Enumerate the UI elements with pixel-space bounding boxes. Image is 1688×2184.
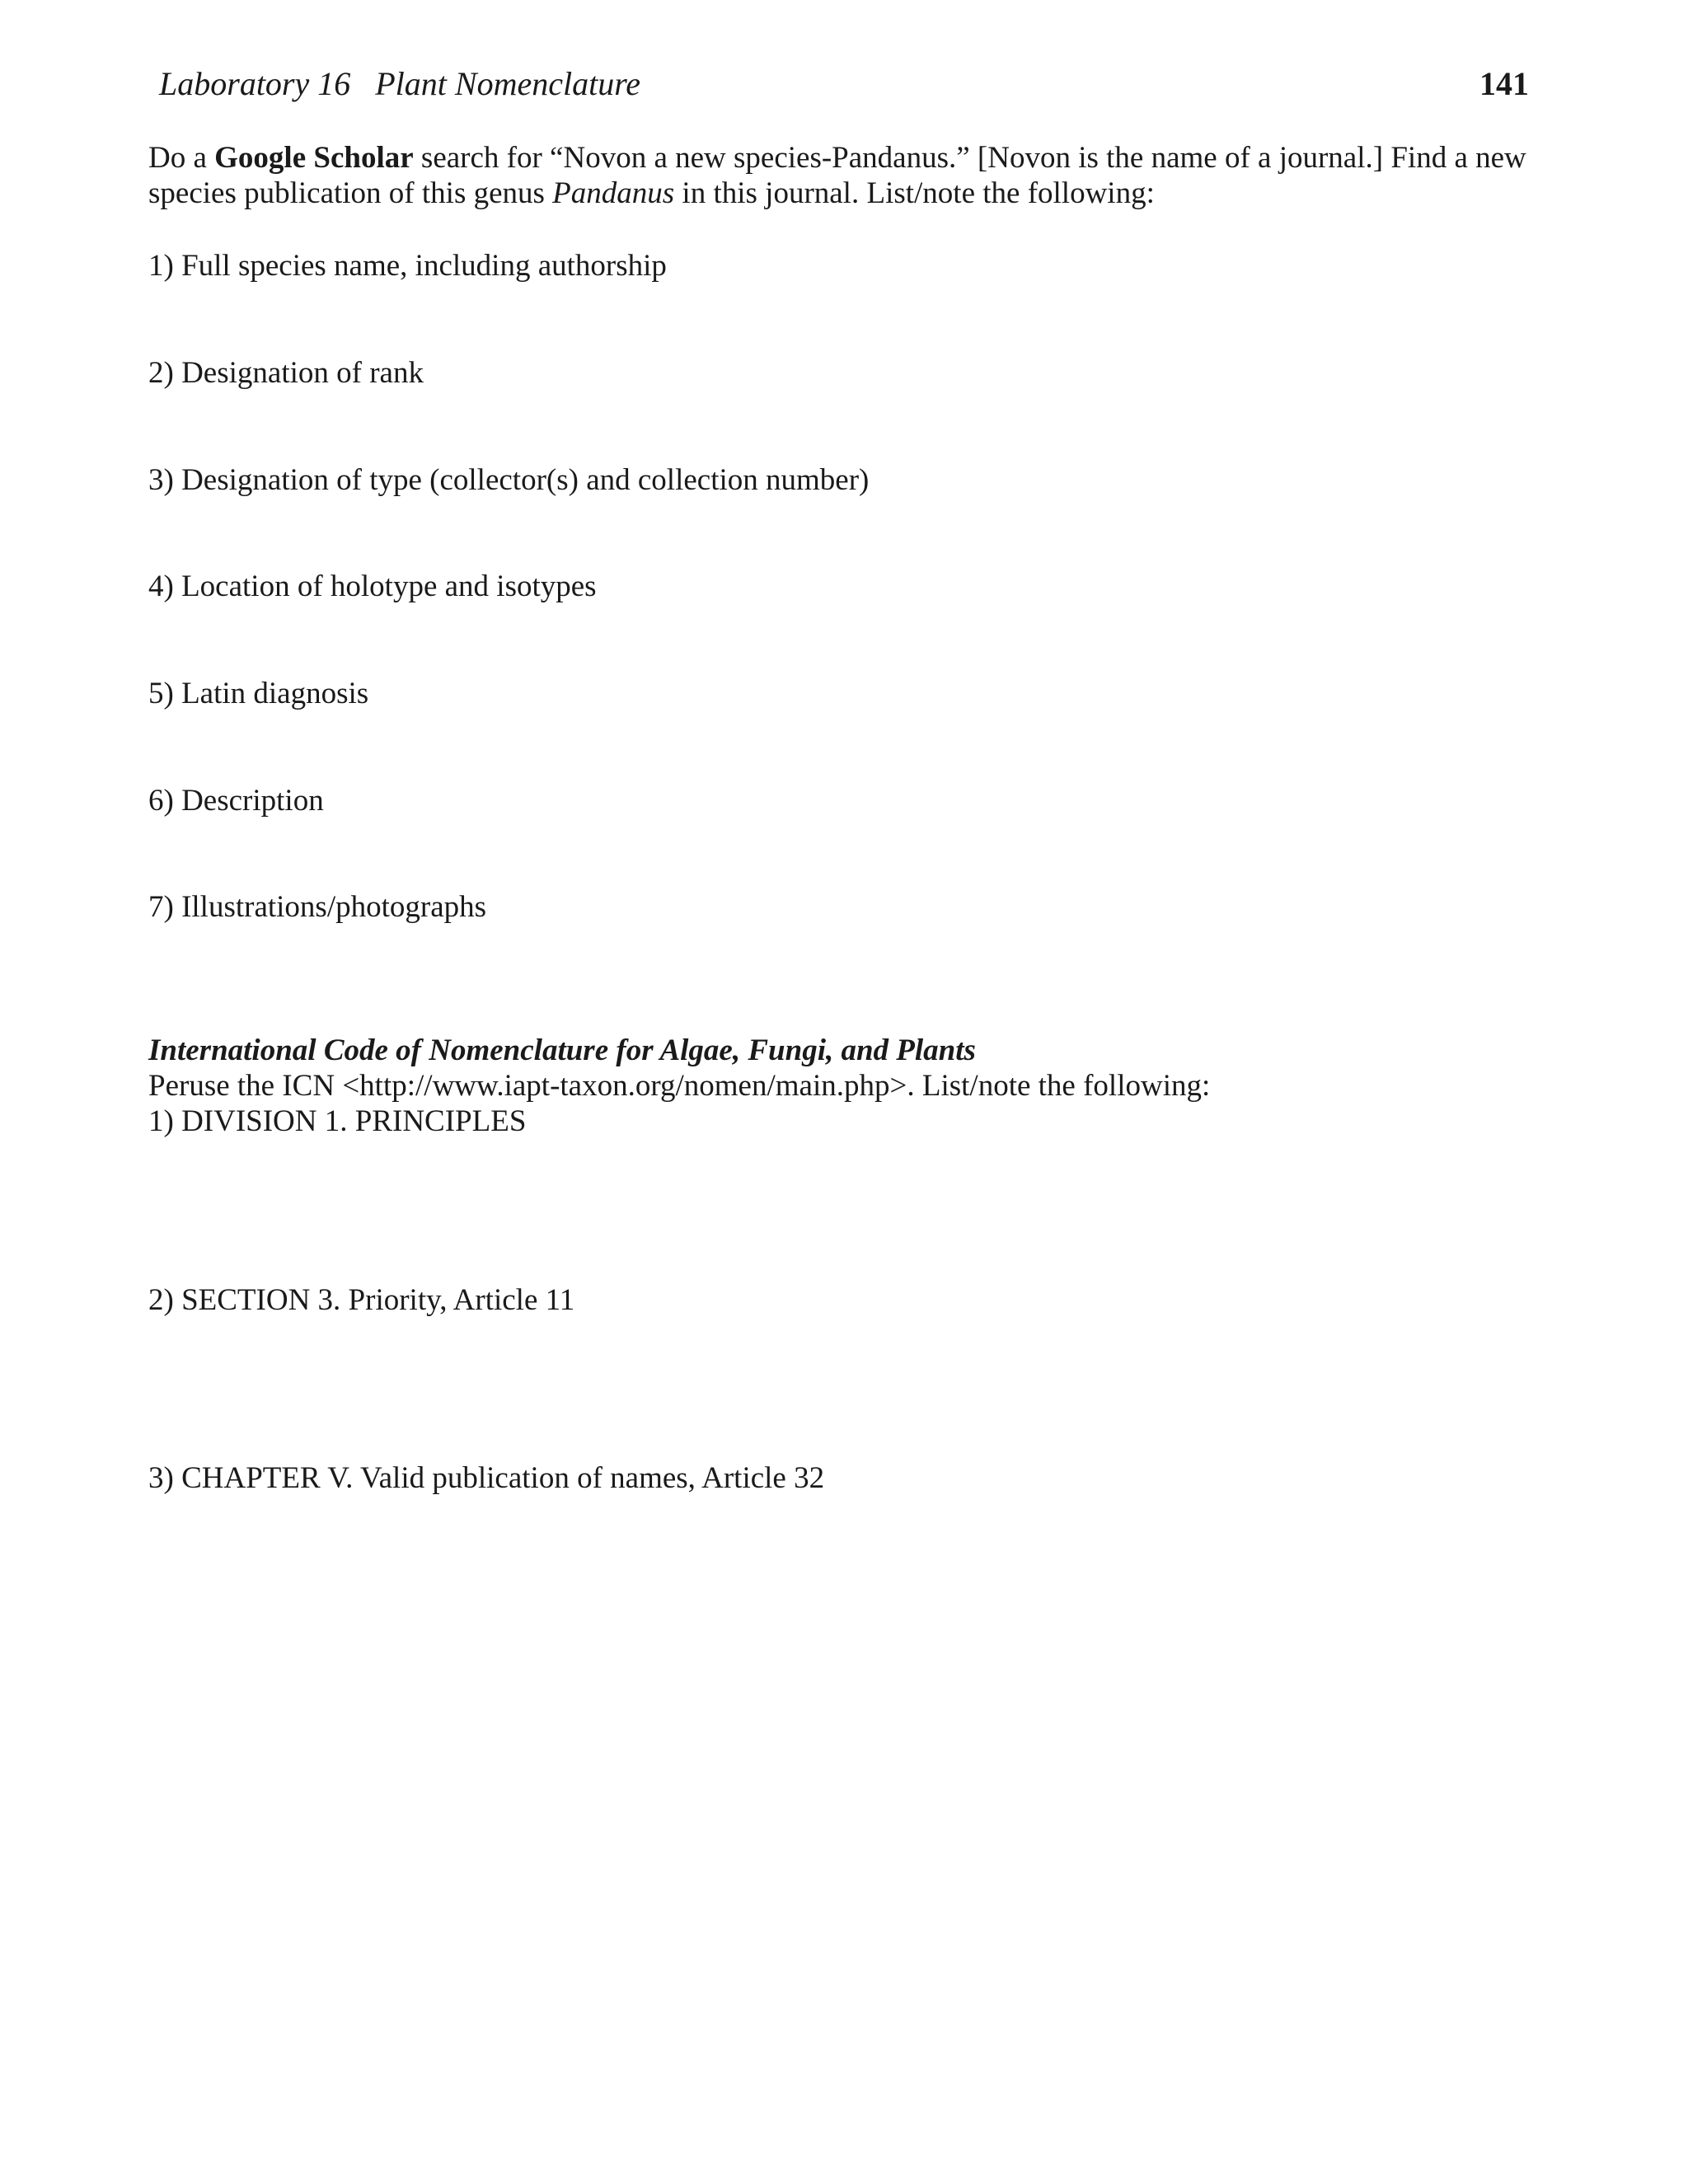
intro-text-3: in this journal. List/note the following:	[674, 176, 1155, 210]
intro-text-2: search for “Novon a new species-Pandanus.” [Novon is the name of a journal.] Find a new species publication of this genus	[148, 141, 1526, 210]
intro-bold-google-scholar: Google Scholar	[214, 141, 414, 175]
icn-item-section-priority: 2) SECTION 3. Priority, Article 11	[148, 1283, 575, 1317]
list-item-illustrations: 7) Illustrations/photographs	[148, 890, 487, 924]
intro-text-1: Do a	[148, 141, 215, 175]
list-item-full-species-name: 1) Full species name, including authorship	[148, 249, 667, 283]
intro-paragraph	[148, 140, 1533, 211]
icn-instruction: Peruse the ICN <http://www.iapt-taxon.org/nomen/main.php>. List/note the following:	[148, 1069, 1211, 1103]
icn-heading: International Code of Nomenclature for Algae, Fungi, and Plants	[148, 1033, 976, 1067]
intro-italic-genus: Pandanus	[552, 176, 675, 210]
icn-item-division-principles: 1) DIVISION 1. PRINCIPLES	[148, 1104, 527, 1138]
running-header-title: Laboratory 16 Plant Nomenclature	[159, 65, 641, 102]
page-number: 141	[1479, 65, 1529, 102]
list-item-designation-of-type: 3) Designation of type (collector(s) and collection number)	[148, 463, 870, 497]
list-item-latin-diagnosis: 5) Latin diagnosis	[148, 677, 369, 710]
icn-item-chapter-valid-publication: 3) CHAPTER V. Valid publication of names, Article 32	[148, 1461, 825, 1495]
list-item-location-of-holotype: 4) Location of holotype and isotypes	[148, 569, 597, 603]
list-item-designation-of-rank: 2) Designation of rank	[148, 356, 424, 390]
list-item-description: 6) Description	[148, 784, 324, 818]
